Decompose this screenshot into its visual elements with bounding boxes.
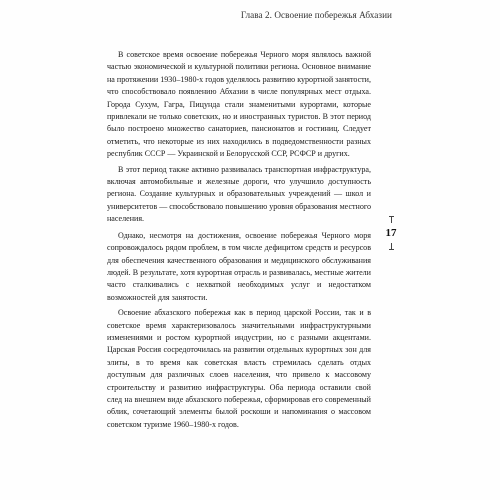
paragraph: Однако, несмотря на достижения, освоение побережья Черного моря сопровождалось рядом проблем, в том числе дефицитом средств и ресурсов для обеспечения качественного образования и медицинского обслуживания людей. В результате, хотя курортная отрасль и развивалась, местные жители часто сталкивались с нехваткой необходимых услуг и недостатком возможностей для занятости. <box>107 230 371 302</box>
page-number: 17 <box>385 227 397 239</box>
folio-rule-bottom-icon <box>391 243 392 250</box>
body-text <box>107 49 371 431</box>
paragraph: Освоение абхазского побережья как в период царской России, так и в советское время характеризовалось значительными инфраструктурными изменениями и ростом курортной индустрии, но с разными акцентами. Царская Россия сосредоточилась на развитии отдельных курортных зон для элиты, в то время как советская власть стремилась сделать отдых доступным для различных слоев населения, что привело к массовому строительству и развитию инфраструктуры. Оба периода оставили свой след на внешнем виде абхазского побережья, сформировав его современный облик, сочетающий элементы былой роскоши и напоминания о массовом советском туризме 1960–1980-х годов. <box>107 308 371 429</box>
folio-rule-top-icon <box>391 216 392 223</box>
paragraph: В этот период также активно развивалась транспортная инфраструктура, включая автомобильные и железные дороги, что улучшило доступность региона. Создание культурных и образовательных учреждений — школ и университетов — способствовало повышению уровня образования местного населения. <box>107 164 371 224</box>
running-head: Глава 2. Освоение побережья Абхазии <box>240 10 392 20</box>
folio <box>381 216 401 250</box>
paragraph: В советское время освоение побережья Черного моря являлось важной частью экономической и культурной политики региона. Основное внимание на протяжении 1930–1980-х годов уделялось развитию курортной занятости, что способствовало появлению Абхазии в числе популярных мест отдыха. Города Сухум, Гагра, Пицунда стали знаменитыми курортами, которые привлекали не только советских, но и иностранных туристов. В этот период было построено множество санаториев, пансионатов и гостиниц. Следует отметить, что некоторые из них находились в подведомственности разных республик СССР — Украинской и Белорусской ССР, РСФСР и других. <box>107 50 371 159</box>
